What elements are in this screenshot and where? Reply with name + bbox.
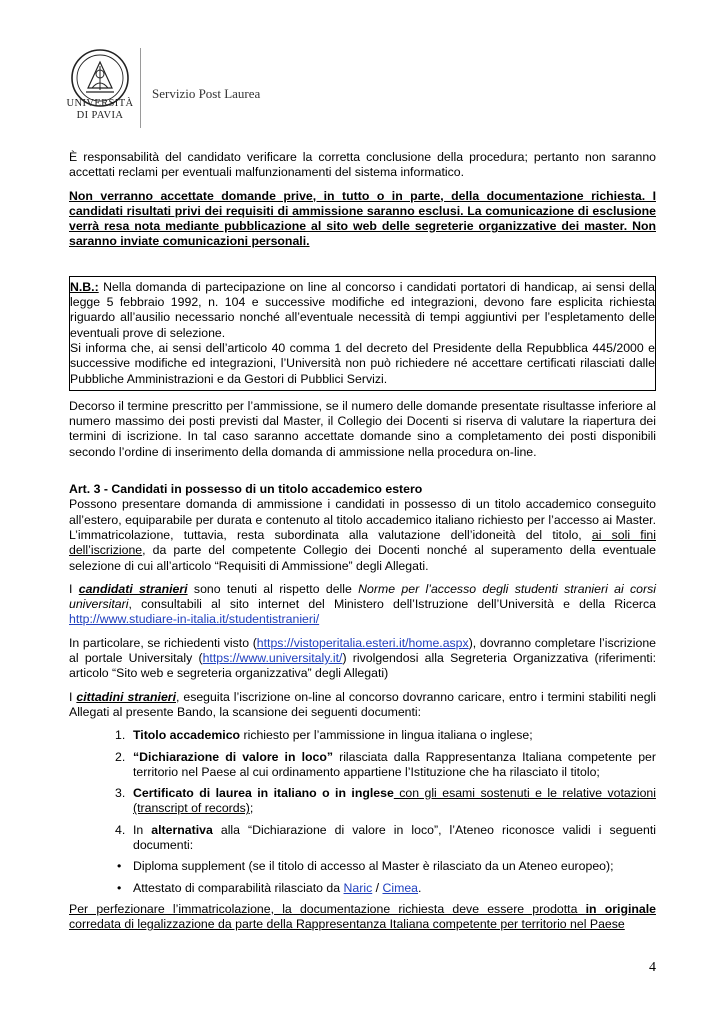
service-name: Servizio Post Laurea	[152, 86, 261, 101]
list-item: 1. Titolo accademico richiesto per l’ammissione in lingua italiana o inglese;	[115, 728, 533, 743]
foreign-candidates-term: candidati stranieri	[78, 581, 188, 596]
foreign-citizens-term: cittadini stranieri	[76, 689, 176, 704]
paragraph-exclusion: Non verranno accettate domande prive, in tutto o in parte, della documentazione richiesta. I candidati risultati privi dei requisiti di ammissione saranno esclusi. La comunicazione di esclusione verrà resa nota mediante pubblicazione al sito web delle segreterie organizzative dei master. Non saranno inviate comunicazioni personali.	[69, 188, 656, 249]
list-item: 2. “Dichiarazione di valore in loco” rilasciata dalla Rappresentanza Italiana competente per territorio nel Paese al cui ordinamento appartiene l’Istituzione che ha rilasciato il titolo;	[115, 749, 656, 779]
section-title-art3: Art. 3 - Candidati in possesso di un titolo accademico estero	[69, 482, 423, 497]
paragraph-responsibility: È responsabilità del candidato verificare la corretta conclusione della procedura; pertanto non saranno accettati reclami per eventuali malfunzionamenti del sistema informatico.	[69, 150, 656, 180]
bullet-icon: •	[117, 859, 122, 874]
documents-list	[69, 728, 656, 853]
note-box	[69, 276, 656, 391]
naric-link[interactable]: Naric	[343, 880, 373, 895]
alternative-documents-list	[69, 859, 656, 896]
paragraph-foreign-citizens: I cittadini stranieri, eseguita l’iscrizione on-line al concorso dovranno caricare, entro i termini stabiliti negli Allegati al presente Bando, la scansione dei seguenti documenti:	[69, 689, 656, 719]
studiare-in-italia-link[interactable]: http://www.studiare-in-italia.it/studentistranieri/	[69, 612, 320, 627]
note-paragraph-2: Si informa che, ai sensi dell’articolo 40 comma 1 del decreto del Presidente della Repubblica 445/2000 e successive modifiche ed integrazioni, l’Università non può richiedere né accettare certificati rilasciati dalle Pubbliche Amministrazioni e da Gestori di Pubblici Servizi.	[70, 340, 655, 386]
paragraph-reopening: Decorso il termine prescritto per l’ammissione, se il numero delle domande presentate risultasse inferiore al numero massimo dei posti previsti dal Master, il Collegio dei Docenti si riserva di valutare la riapertura dei termini di iscrizione. In tal caso saranno accettate domande sino a completamento dei posti disponibili secondo l’ordine di inserimento della domanda di ammissione nella procedura on-line.	[69, 398, 656, 459]
list-item: • Diploma supplement (se il titolo di accesso al Master è rilasciato da un Ateneo europeo);	[117, 859, 614, 874]
note-label: N.B.:	[70, 279, 99, 294]
universitaly-link[interactable]: https://www.universitaly.it/	[202, 651, 343, 666]
university-name-line1: UNIVERSITÀ	[66, 98, 134, 109]
list-item: • Attestato di comparabilità rilasciato da Naric / Cimea.	[117, 880, 422, 895]
document-body	[69, 150, 656, 940]
regulation-title: Norme per l’accesso degli studenti stranieri ai corsi universitari	[69, 581, 657, 612]
university-name-line2: DI PAVIA	[76, 110, 124, 121]
cimea-link[interactable]: Cimea	[382, 880, 419, 895]
note-text-1: Nella domanda di partecipazione on line al concorso i candidati portatori di handicap, ai sensi della legge 5 febbraio 1992, n. 104 e successive modifiche ed integrazioni, devono fare esplicita richiesta riguardo all’ausilio necessario nonché all’eventuale necessità di tempi aggiuntivi per l’espletamento delle eventuali prove di selezione.	[70, 279, 655, 340]
university-name	[58, 98, 142, 122]
visto-link[interactable]: https://vistoperitalia.esteri.it/home.aspx	[256, 635, 469, 650]
note-paragraph-1	[70, 280, 655, 341]
paragraph-foreign-title: Possono presentare domanda di ammissione i candidati in possesso di un titolo accademico conseguito all’estero, equiparabile per durata e contenuto al titolo accademico italiano richiesto per l’accesso ai Master. L’immatricolazione, tuttavia, resta subordinata alla valutazione dell’idoneità del titolo, ai soli fini dell’iscrizione, da parte del competente Collegio dei Docenti nonché al superamento della eventuale selezione di cui all’articolo “Requisiti di Ammissione” degli Allegati.	[69, 497, 656, 573]
page-number: 4	[649, 960, 656, 975]
paragraph-legalization: Per perfezionare l’immatricolazione, la documentazione richiesta deve essere prodotta in originale corredata di legalizzazione da parte della Rappresentanza Italiana competente per territorio nel Paese	[69, 901, 656, 932]
list-item: 4. In alternativa alla “Dichiarazione di valore in loco”, l’Ateneo riconosce validi i seguenti documenti:	[115, 822, 656, 852]
list-item: 3. Certificato di laurea in italiano o in inglese con gli esami sostenuti e le relative votazioni (transcript of records);	[115, 786, 656, 816]
bullet-icon: •	[117, 880, 122, 895]
paragraph-foreign-candidates: I candidati stranieri sono tenuti al rispetto delle Norme per l’accesso degli studenti stranieri ai corsi universitari, consultabili al sito internet del Ministero dell’Istruzione dell’Università e della Ricerca http://www.studiare-in-italia.it/studentistranieri/	[69, 581, 657, 627]
underlined-phrase: ai soli fini dell’iscrizione	[69, 527, 656, 558]
paragraph-visa: In particolare, se richiedenti visto (https://vistoperitalia.esteri.it/home.aspx), dovranno completare l’iscrizione al portale Universitaly (https://www.universitaly.it/) rivolgendosi alla Segreteria Organizzativa (riferimenti: articolo “Sito web e segreteria organizzativa” degli Allegati)	[69, 635, 656, 681]
header-divider	[140, 48, 141, 128]
